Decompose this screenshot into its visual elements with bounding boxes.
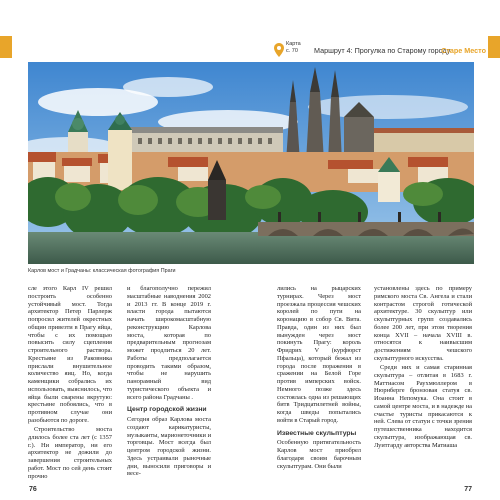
- photo-caption: Карлов мост и Градчаны: классическая фотография Праги: [28, 268, 176, 274]
- text-column-3: [277, 285, 361, 472]
- map-reference[interactable]: [286, 41, 301, 54]
- paragraph: лились на рыцарских турнирах. Через мост проезжала процессия чешских королей по пути на коронацию в собор Св. Вита. Правда, один из них был вынужден через мост покинуть Прагу: король Фридрих V (курфюрст Пфальца), который бежал из города после поражения в сражении на Белой Горе против имперских войск. Немного позже здесь состоялась одна из решающих битв Тридцатилетней войны, когда шведы попытались войти в Старый город.: [277, 285, 361, 424]
- paragraph: Строительство моста длилось более ста лет (с 1357 г.). Ни император, ни его архитектор не дожили до завершения строительных работ. Мост по сей день стоит прочно: [28, 426, 112, 480]
- paragraph: Особенную притягательность Карлов мост приобрел благодаря своим барочным скульптурам. Они были: [277, 439, 361, 470]
- chapter-tab-right: [488, 36, 500, 58]
- route-title: Маршрут 4: Прогулка по Старому городу: [314, 46, 451, 55]
- chapter-tab-left: [0, 36, 12, 58]
- page-number-left: 76: [29, 486, 37, 493]
- section-heading-sculptures: Известные скульптуры: [277, 429, 357, 437]
- prague-castle-photo: [28, 62, 474, 264]
- text-column-2: [127, 285, 211, 480]
- text-column-1: [28, 285, 112, 482]
- paragraph: Среди них и самая старинная скульптура – отлитая в 1683 г. Маттиасом Раухмюллером в Нюрнберге бронзовая статуя св. Иоанна Непомука. Она стоит в самой центре моста, и в надежде на счастье туристы прикасаются к ней. Слева от статуи с точки зрения путешественника находится скульптура, изображающая св. Луитгарду авторства Матиаша: [374, 364, 472, 449]
- map-page: с. 70: [286, 47, 298, 54]
- page-number-right: 77: [464, 486, 472, 493]
- page-header: [274, 41, 486, 61]
- paragraph: и благополучно пережил масштабные наводнения 2002 и 2013 гг. В конце 2019 г. власти города пытаются начать широкомасштабную реконструкцию Карлова моста, которая по предварительным прогнозам может продлиться 20 лет. Работы предполагается проводить такими образом, чтобы не нарушить панорамный вид туристического объекта и всего района Градчаны .: [127, 285, 211, 401]
- paragraph: установлены здесь по примеру римского моста Св. Ангела и стали контрастом строгой готической архитектуре. 30 скульптур или скульптурных групп создавались более 200 лет, при этом творения конца XVII – начала XVIII в. относятся к наивысшим достижениям чешского скульптурного искусства.: [374, 285, 472, 362]
- text-column-4: [374, 285, 472, 451]
- paragraph: сле этого Карл IV решил построить особенно устойчивый мост. Тогда архитектор Петер Парлерж попросил жителей окрестных общин привезти в Прагу яйца, чтобы с их помощью повысить силу сцепления строительного раствора. Крестьяне из Раковника прислали внушительное количество яиц. Но, когда каменщики собрались их использовать, выяснилось, что яйца были сварены вкрутую: крестьяне побоялись, что в противном случае они разобьются по дороге.: [28, 285, 112, 424]
- map-pin-icon: [274, 43, 284, 57]
- section-heading-city-life: Центр городской жизни: [127, 406, 207, 414]
- section-name: Старе Место: [441, 46, 486, 55]
- map-label: Карта: [286, 41, 301, 47]
- paragraph: Сегодня образ Карлова моста создают карикатуристы, музыканты, марионеточники и торговцы. Мост всегда был центром городской жизни. Здесь устраивали рыночные дни, выносили приговоры и весе-: [127, 416, 211, 478]
